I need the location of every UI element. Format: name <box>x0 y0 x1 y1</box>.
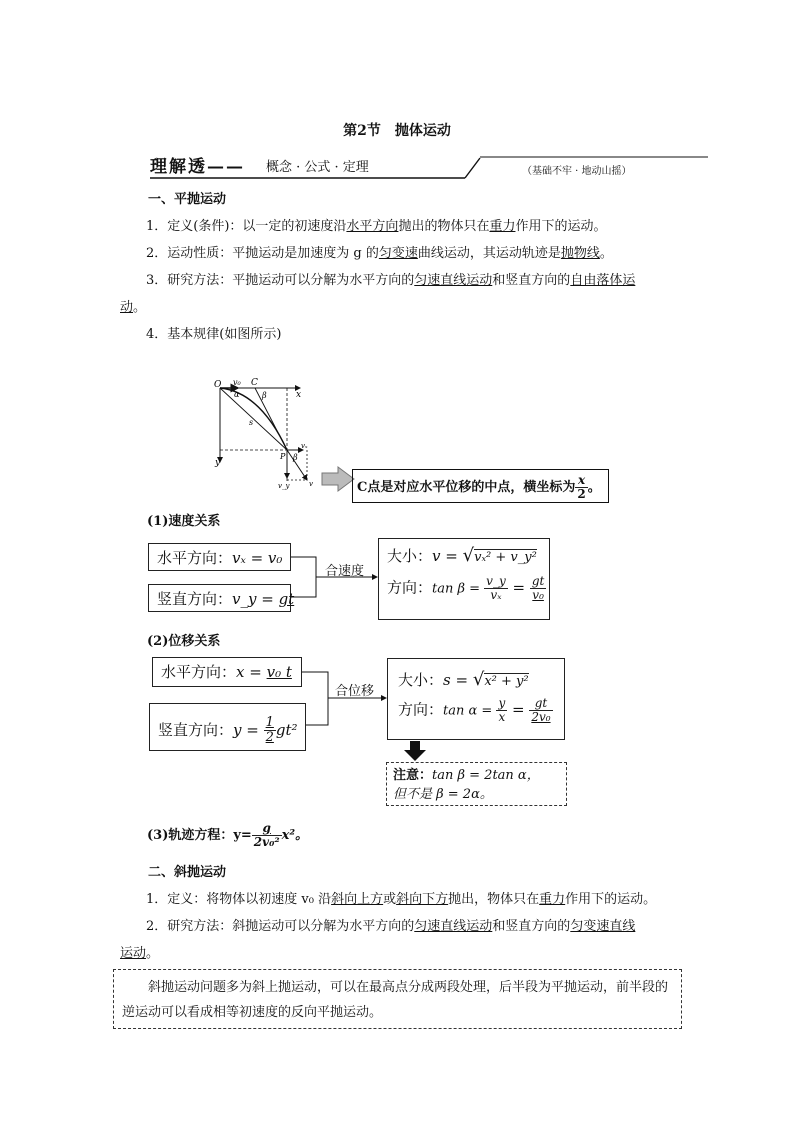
displacement-connector <box>302 670 392 730</box>
banner-sub: 概念 · 公式 · 定理 <box>266 160 369 175</box>
velocity-vertical-box: 竖直方向：v_y = gt <box>148 584 291 612</box>
s2-p2-cont: 运动。 <box>120 946 160 961</box>
velocity-heading: (1)速度关系 <box>147 514 221 529</box>
section-1 <box>120 186 680 348</box>
velocity-arrow-label: 合速度 <box>325 564 365 579</box>
label-beta: β <box>262 391 267 400</box>
s1-p1: 1．定义(条件)：以一定的初速度沿水平方向抛出的物体只在重力作用下的运动。 <box>146 219 607 234</box>
velocity-size: 大小：v = √vₓ² + v_y² <box>387 545 537 566</box>
down-arrow <box>404 741 426 761</box>
s1-p2: 2．运动性质：平抛运动是加速度为 g 的匀变速曲线运动，其运动轨迹是抛物线。 <box>146 246 613 261</box>
s2-p2: 2．研究方法：斜抛运动可以分解为水平方向的匀速直线运动和竖直方向的匀变速直线 <box>146 919 636 934</box>
s1-p4: 4．基本规律(如图所示) <box>146 327 282 342</box>
displacement-horizontal-box: 水平方向：x = v₀ t <box>152 657 302 687</box>
label-s: s <box>249 418 254 427</box>
s1-heading: 一、平抛运动 <box>148 192 227 207</box>
label-C: C <box>251 378 258 388</box>
section-2 <box>120 859 680 967</box>
banner-note: （基础不牢 · 地动山摇） <box>522 166 632 177</box>
label-v0: v₀ <box>233 378 241 387</box>
page-title: 第2节 抛体运动 <box>343 123 451 139</box>
banner-rule <box>140 152 710 182</box>
displacement-line <box>220 388 287 450</box>
s1-p3: 3．研究方法：平抛运动可以分解为水平方向的匀速直线运动和竖直方向的自由落体运 <box>146 273 636 288</box>
callout-arrow <box>320 466 356 492</box>
label-P: P <box>280 452 286 461</box>
displacement-arrow-label: 合位移 <box>335 684 375 699</box>
label-vx: vₓ <box>301 442 308 450</box>
s2-p1: 1．定义：将物体以初速度 v₀ 沿斜向上方或斜向下方抛出，物体只在重力作用下的运动。 <box>146 892 657 907</box>
displacement-vertical-box: 竖直方向：y = $\frac{1}{2}$ gt² <box>149 703 306 751</box>
label-alpha: α <box>234 390 240 399</box>
displacement-note-box: 注意：tan β = 2tan α， 但不是 β = 2α。 <box>386 762 567 806</box>
velocity-result-box <box>378 538 550 620</box>
displacement-heading: (2)位移关系 <box>147 634 221 649</box>
label-vy: v_y <box>278 482 290 490</box>
velocity-connector <box>291 550 381 610</box>
s2-heading: 二、斜抛运动 <box>148 865 227 880</box>
label-beta2: β <box>293 453 298 462</box>
displacement-result-box <box>387 658 565 740</box>
velocity-direction: 方向：tan β = $\frac{v\_y}{\text{vₓ}}$ = $\frac{gt}{\text{v₀}}$ <box>387 574 545 603</box>
callout-box: C点是对应水平位移的中点，横坐标为 $\frac{x}{2}$ 。 <box>352 469 609 503</box>
s1-p3-cont: 动。 <box>120 300 147 315</box>
velocity-horizontal-box: 水平方向：vₓ = v₀ <box>148 543 291 571</box>
displacement-size: 大小：s = √x² + y² <box>398 669 529 690</box>
label-v: v <box>309 480 313 488</box>
displacement-direction: 方向：tan α = $\frac{y}{x}$ = $\frac{gt}{\text{2v₀}}$ <box>398 696 551 725</box>
trajectory-equation: (3)轨迹方程：y= $\frac{g}{\text{2v₀²}}$ x²。 <box>147 821 309 850</box>
label-x: x <box>296 390 302 400</box>
label-y: y <box>215 458 221 468</box>
s2-note-box: 斜抛运动问题多为斜上抛运动，可以在最高点分成两段处理，后半段为平抛运动，前半段的逆运动可以看成相等初速度的反向平抛运动。 <box>113 969 682 1029</box>
label-O: O <box>214 380 222 390</box>
banner-main: 理解透—— <box>150 157 245 177</box>
